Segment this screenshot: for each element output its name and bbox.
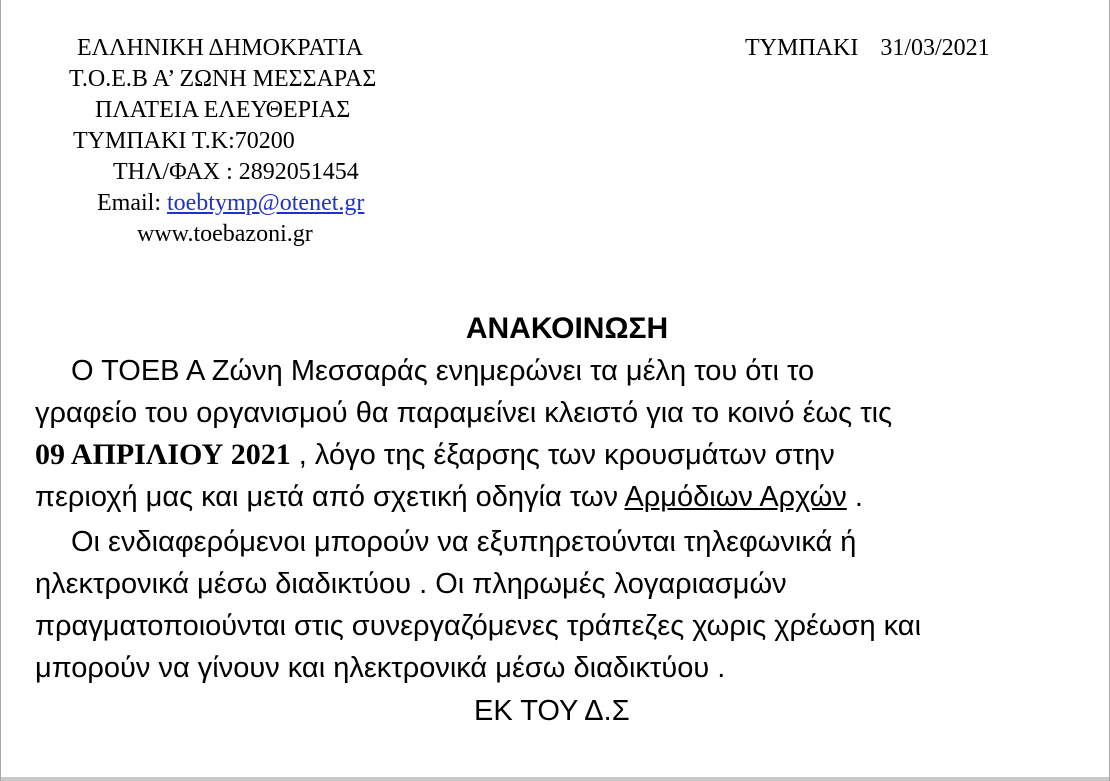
bottom-border — [1, 777, 1109, 781]
header-website: www.toebazoni.gr — [137, 221, 313, 247]
paragraph-1-line-3 — [35, 434, 835, 476]
email-label: Email: — [97, 190, 161, 216]
document-date: 31/03/2021 — [880, 35, 990, 61]
paragraph-1-line-1: Ο ΤΟΕΒ Α Ζώνη Μεσσαράς ενημερώνει τα μέλη του ότι το — [71, 355, 815, 387]
header-phone-fax: ΤΗΛ/ΦΑΧ : 2892051454 — [113, 159, 359, 185]
paragraph-1-line-4-end: . — [846, 481, 863, 513]
paragraph-2-line-2: ηλεκτρονικά μέσω διαδικτύου . Οι πληρωμές λογαριασμών — [35, 568, 787, 600]
announcement-title: ΑΝΑΚΟΙΝΩΣΗ — [465, 312, 669, 345]
header-organization: Τ.Ο.Ε.Β Α’ ΖΩΝΗ ΜΕΣΣΑΡΑΣ — [69, 66, 377, 92]
header-email-line — [97, 188, 364, 219]
paragraph-2-line-4: μπορούν να γίνουν και ηλεκτρονικά μέσω διαδικτύου . — [35, 652, 726, 684]
authorities-text: Αρμόδιων Αρχών — [624, 481, 847, 513]
signature: ΕΚ ΤΟΥ Δ.Σ — [474, 695, 630, 727]
header-postal-code: ΤΥΜΠΑΚΙ Τ.Κ:70200 — [73, 128, 295, 154]
paragraph-2-line-1: Οι ενδιαφερόμενοι μπορούν να εξυπηρετούνται τηλεφωνικά ή — [71, 526, 857, 558]
place-name: ΤΥΜΠΑΚΙ — [745, 35, 859, 61]
closure-date: 09 ΑΠΡΙΛΙΟΥ 2021 — [35, 438, 291, 471]
paragraph-1-line-4-text: περιοχή μας και μετά από σχετική οδηγία των — [35, 481, 625, 513]
paragraph-1-line-2: γραφείο του οργανισμού θα παραμείνει κλειστό για το κοινό έως τις — [35, 397, 893, 429]
header-address: ΠΛΑΤΕΙΑ ΕΛΕΥΘΕΡΙΑΣ — [95, 97, 351, 123]
place-date — [745, 33, 990, 64]
paragraph-1-line-3-text: , λόγο της έξαρσης των κρουσμάτων στην — [290, 439, 835, 471]
email-link[interactable]: toebtymp@otenet.gr — [166, 190, 365, 216]
paragraph-1-line-4 — [35, 476, 863, 518]
paragraph-2-line-3: πραγματοποιούνται στις συνεργαζόμενες τράπεζες χωρις χρέωση και — [35, 610, 922, 642]
header-country: ΕΛΛΗΝΙΚΗ ΔΗΜΟΚΡΑΤΙΑ — [77, 35, 364, 61]
